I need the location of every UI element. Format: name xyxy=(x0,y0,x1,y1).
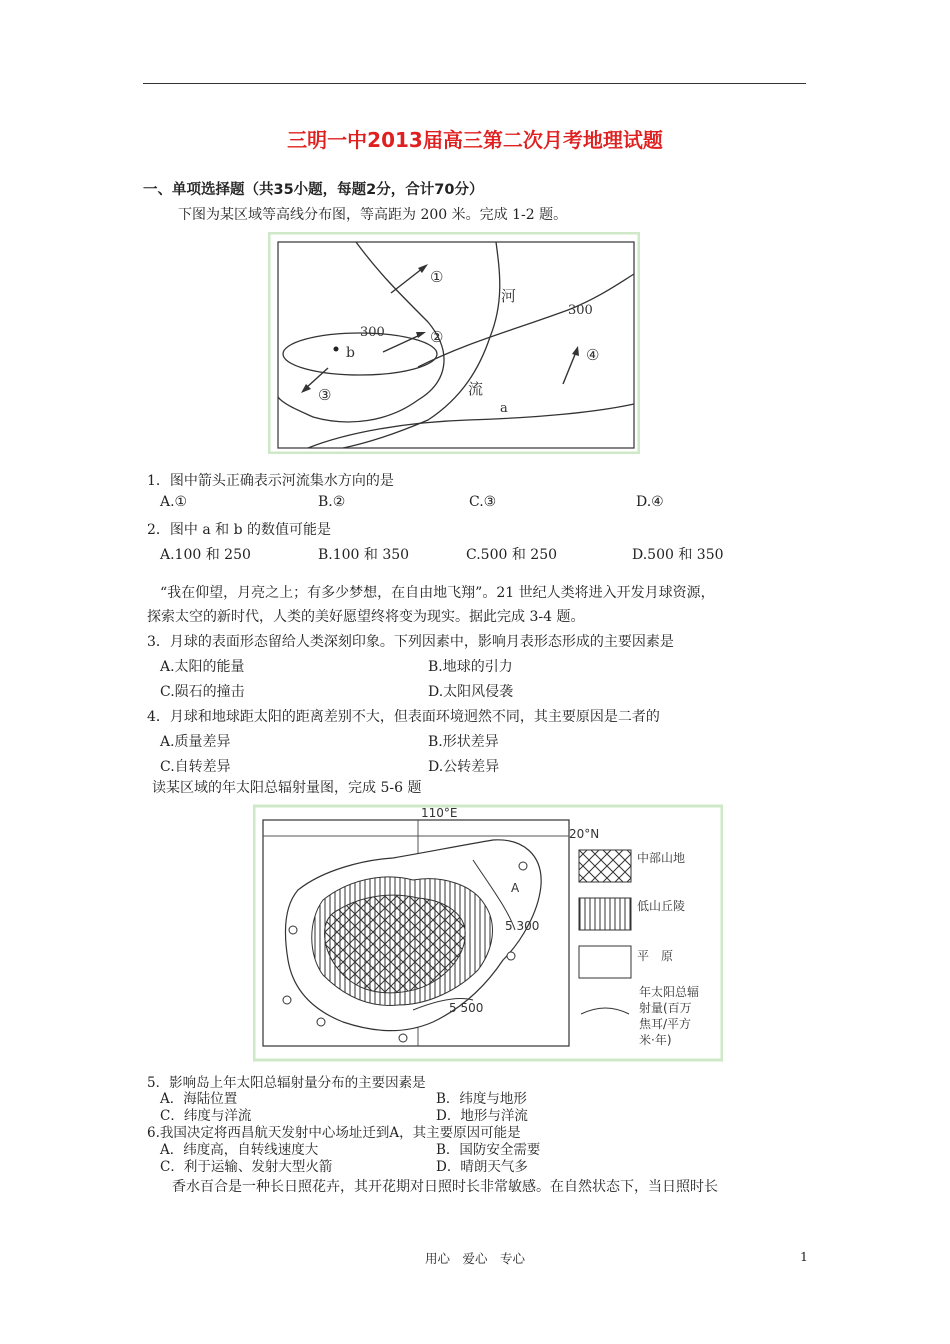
q3-stem: 3．月球的表面形态留给人类深刻印象。下列因素中，影响月表形态形成的主要因素是 xyxy=(147,634,674,650)
legend-mountain-label: 中部山地 xyxy=(637,851,686,865)
q1-option-a: A.① xyxy=(160,494,188,510)
q2-option-b: B.100 和 350 xyxy=(318,547,410,563)
river-char-liu: 流 xyxy=(468,380,484,398)
q1-stem: 1．图中箭头正确表示河流集水方向的是 xyxy=(147,473,394,489)
header-rule xyxy=(143,83,806,84)
q6-option-b: B．国防安全需要 xyxy=(436,1142,541,1158)
intro-text-1: 下图为某区域等高线分布图，等高距为 200 米。完成 1-2 题。 xyxy=(178,207,568,223)
q5-stem: 5．影响岛上年太阳总辐射量分布的主要因素是 xyxy=(147,1075,426,1091)
page-number: 1 xyxy=(800,1249,808,1264)
arrow-2-label: ② xyxy=(430,328,444,346)
arrow-1-label: ① xyxy=(430,268,444,286)
q5-option-a: A．海陆位置 xyxy=(160,1091,238,1107)
legend-isoline-line-4: 米·年) xyxy=(639,1033,672,1047)
arrow-3-label: ③ xyxy=(318,386,332,404)
q6-stem: 6.我国决定将西昌航天发射中心场址迁到A，其主要原因可能是 xyxy=(147,1125,521,1141)
q6-option-a: A．纬度高，自转线速度大 xyxy=(160,1142,319,1158)
latitude-label: 20°N xyxy=(569,827,600,841)
q4-option-d: D.公转差异 xyxy=(428,759,500,775)
isoline-5300-label: 5 300 xyxy=(505,919,540,933)
point-a-label: a xyxy=(500,401,508,416)
q2-option-a: A.100 和 250 xyxy=(160,547,251,563)
longitude-label: 110°E xyxy=(421,806,458,820)
passage-4-text: 香水百合是一种长日照花卉，其开花期对日照时长非常敏感。在自然状态下，当日照时长 xyxy=(172,1179,718,1195)
q3-option-d: D.太阳风侵袭 xyxy=(428,684,514,700)
q6-option-d: D．晴朗天气多 xyxy=(436,1159,528,1175)
q1-option-b: B.② xyxy=(318,494,346,510)
page-title: 三明一中2013届高三第二次月考地理试题 xyxy=(287,128,663,152)
isoline-5500-label: 5 500 xyxy=(449,1001,484,1015)
q1-option-c: C.③ xyxy=(469,494,497,510)
section-heading: 一、单项选择题（共35小题，每题2分，合计70分） xyxy=(143,182,484,198)
q4-stem: 4．月球和地球距太阳的距离差别不大，但表面环境迥然不同，其主要原因是二者的 xyxy=(147,709,660,725)
legend-plain-label: 平 原 xyxy=(637,949,674,963)
q1-option-d: D.④ xyxy=(636,494,664,510)
contour-map-figure xyxy=(268,232,640,454)
legend-isoline-line-1: 年太阳总辐 xyxy=(639,985,700,999)
q4-option-a: A.质量差异 xyxy=(160,734,231,750)
q4-option-c: C.自转差异 xyxy=(160,759,231,775)
page-footer: 用心 爱心 专心 xyxy=(424,1251,525,1266)
contour-label-300-right: 300 xyxy=(568,303,593,318)
q2-option-d: D.500 和 350 xyxy=(632,547,724,563)
legend-hills-label: 低山丘陵 xyxy=(637,899,686,913)
contour-label-300-left: 300 xyxy=(360,325,385,340)
point-b-label: b xyxy=(346,345,355,361)
legend-isoline-line-2: 射量(百万 xyxy=(639,1001,692,1015)
q5-option-c: C．纬度与洋流 xyxy=(160,1108,252,1124)
q5-option-d: D．地形与洋流 xyxy=(436,1108,528,1124)
legend-isoline-line-3: 焦耳/平方 xyxy=(639,1017,692,1031)
q6-option-c: C．利于运输、发射大型火箭 xyxy=(160,1159,333,1175)
q3-option-b: B.地球的引力 xyxy=(428,659,513,675)
passage-2-line-2: 探索太空的新时代，人类的美好愿望终将变为现实。据此完成 3-4 题。 xyxy=(147,609,585,625)
q5-option-b: B．纬度与地形 xyxy=(436,1091,527,1107)
q3-option-c: C.陨石的撞击 xyxy=(160,684,245,700)
q4-option-b: B.形状差异 xyxy=(428,734,499,750)
intro-text-3: 读某区域的年太阳总辐射量图，完成 5-6 题 xyxy=(152,780,422,796)
q2-stem: 2．图中 a 和 b 的数值可能是 xyxy=(147,522,332,538)
q3-option-a: A.太阳的能量 xyxy=(160,659,245,675)
river-char-he: 河 xyxy=(501,287,517,305)
q2-option-c: C.500 和 250 xyxy=(466,547,558,563)
solar-radiation-map-figure xyxy=(253,800,723,1062)
arrow-4-label: ④ xyxy=(586,346,600,364)
point-A-label: A xyxy=(511,881,520,895)
passage-2-line-1: “我在仰望，月亮之上；有多少梦想，在自由地飞翔”。21 世纪人类将进入开发月球资源， xyxy=(160,585,715,601)
